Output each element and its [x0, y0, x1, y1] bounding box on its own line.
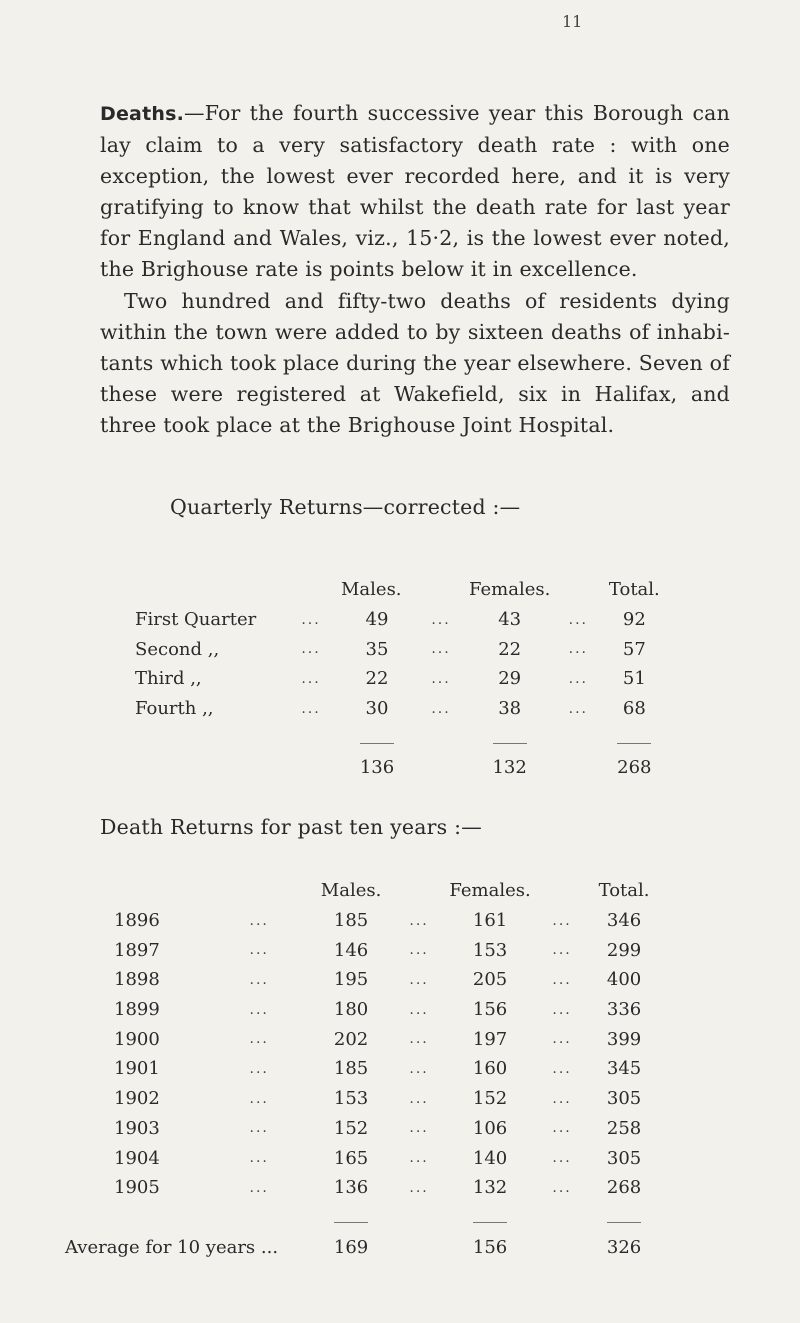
total-value: 268	[606, 1177, 642, 1199]
leader-dots: ...	[249, 971, 269, 988]
total-value: 57	[622, 638, 646, 660]
quarterly-col-females: Females.	[469, 579, 551, 601]
table-row	[135, 634, 662, 664]
total-value: 258	[606, 1117, 642, 1139]
average-females: 156	[472, 1236, 508, 1258]
table-row	[100, 995, 655, 1025]
females-value: 161	[472, 910, 508, 932]
leader-dots: ...	[249, 1031, 269, 1048]
deaths-text: —For the fourth successive year this Borough can lay claim to a very satisfactory death rate : with one exception, the lowest ever recorded here, and it is very gratifying to know that whilst the death rate for last year for England and Wales, viz., 15·2, is the lowest ever noted, the Brighouse rate is points below it in excellence.	[100, 101, 730, 281]
leader-dots: ...	[568, 670, 588, 687]
ten-year-col-females: Females.	[449, 880, 531, 902]
quarter-label: Third ,,	[135, 668, 202, 690]
leader-dots: ...	[409, 971, 429, 988]
table-row	[135, 664, 662, 694]
total-value: 400	[606, 969, 642, 991]
sum-rule-row	[100, 1203, 655, 1233]
males-value: 35	[365, 638, 389, 660]
males-value: 185	[333, 910, 369, 932]
total-value: 305	[606, 1147, 642, 1169]
females-value: 197	[472, 1028, 508, 1050]
table-row	[100, 1143, 655, 1173]
table-row	[100, 965, 655, 995]
leader-dots: ...	[431, 611, 451, 628]
total-value: 305	[606, 1088, 642, 1110]
year-label: 1897	[114, 939, 160, 961]
leader-dots: ...	[552, 1150, 572, 1167]
females-value: 43	[498, 609, 522, 631]
leader-dots: ...	[552, 1120, 572, 1137]
males-value: 202	[333, 1028, 369, 1050]
females-value: 22	[498, 638, 522, 660]
ten-year-table	[65, 876, 655, 1262]
quarter-label: Fourth ,,	[135, 698, 214, 720]
females-value: 106	[472, 1117, 508, 1139]
sum-rule-row	[135, 723, 662, 753]
females-value: 38	[498, 698, 522, 720]
females-value: 29	[498, 668, 522, 690]
leader-dots: ...	[409, 1001, 429, 1018]
ten-year-col-total: Total.	[598, 880, 650, 902]
leader-dots: ...	[568, 700, 588, 717]
leader-dots: ...	[552, 942, 572, 959]
females-value: 132	[472, 1177, 508, 1199]
totals-row	[135, 753, 662, 783]
females-value: 205	[472, 969, 508, 991]
table-row	[100, 1024, 655, 1054]
year-label: 1903	[114, 1117, 160, 1139]
sum-rule	[334, 1222, 368, 1223]
males-value: 146	[333, 939, 369, 961]
leader-dots: ...	[301, 641, 321, 658]
average-label: Average for 10 years ...	[65, 1236, 279, 1258]
average-row	[100, 1232, 655, 1262]
deaths-lead: Deaths.	[100, 103, 185, 125]
table-row	[135, 605, 662, 635]
leader-dots: ...	[409, 1060, 429, 1077]
ten-year-col-males: Males.	[320, 880, 382, 902]
total-value: 92	[622, 609, 646, 631]
males-value: 22	[365, 668, 389, 690]
quarterly-table	[135, 575, 662, 783]
total-value: 51	[622, 668, 646, 690]
average-males: 169	[333, 1236, 369, 1258]
sum-rule	[473, 1222, 507, 1223]
table-row	[100, 1114, 655, 1144]
average-total: 326	[606, 1236, 642, 1258]
year-label: 1905	[114, 1177, 160, 1199]
leader-dots: ...	[568, 611, 588, 628]
males-value: 180	[333, 999, 369, 1021]
males-value: 136	[333, 1177, 369, 1199]
males-value: 195	[333, 969, 369, 991]
leader-dots: ...	[431, 641, 451, 658]
leader-dots: ...	[301, 611, 321, 628]
quarterly-heading: Quarterly Returns—corrected :—	[170, 495, 521, 519]
leader-dots: ...	[249, 1120, 269, 1137]
females-value: 160	[472, 1058, 508, 1080]
year-label: 1899	[114, 999, 160, 1021]
leader-dots: ...	[409, 942, 429, 959]
leader-dots: ...	[409, 1090, 429, 1107]
leader-dots: ...	[249, 1090, 269, 1107]
table-row	[100, 906, 655, 936]
table-row	[100, 1054, 655, 1084]
males-value: 165	[333, 1147, 369, 1169]
sum-rule	[493, 743, 527, 744]
total-value: 346	[606, 910, 642, 932]
leader-dots: ...	[552, 1001, 572, 1018]
year-label: 1904	[114, 1147, 160, 1169]
total-value: 68	[622, 698, 646, 720]
residents-paragraph	[100, 286, 730, 441]
total-value: 336	[606, 999, 642, 1021]
females-value: 140	[472, 1147, 508, 1169]
males-value: 30	[365, 698, 389, 720]
leader-dots: ...	[409, 1120, 429, 1137]
leader-dots: ...	[409, 912, 429, 929]
leader-dots: ...	[568, 641, 588, 658]
leader-dots: ...	[409, 1179, 429, 1196]
sum-rule	[360, 743, 394, 744]
residents-text: Two hundred and fifty-two deaths of residents dying within the town were added to by sixteen deaths of inhabi- tants which took place during the year elsewhere. Seven of these were registered at Wakefield, six in Halifax, and three took place at the Brighouse Joint Hospital.	[100, 289, 730, 437]
quarter-label: First Quarter	[135, 609, 257, 631]
males-value: 153	[333, 1088, 369, 1110]
deaths-paragraph	[100, 98, 730, 285]
males-total: 136	[359, 757, 395, 779]
males-value: 185	[333, 1058, 369, 1080]
females-value: 156	[472, 999, 508, 1021]
leader-dots: ...	[249, 1150, 269, 1167]
leader-dots: ...	[552, 1060, 572, 1077]
leader-dots: ...	[552, 1031, 572, 1048]
leader-dots: ...	[552, 1179, 572, 1196]
leader-dots: ...	[552, 912, 572, 929]
quarterly-col-males: Males.	[341, 579, 402, 601]
page-number: 11	[562, 12, 583, 31]
table-row	[100, 1173, 655, 1203]
leader-dots: ...	[431, 700, 451, 717]
females-value: 152	[472, 1088, 508, 1110]
total-value: 299	[606, 939, 642, 961]
quarter-label: Second ,,	[135, 638, 220, 660]
males-value: 49	[365, 609, 389, 631]
leader-dots: ...	[301, 670, 321, 687]
year-label: 1900	[114, 1028, 160, 1050]
year-label: 1898	[114, 969, 160, 991]
table-row	[135, 694, 662, 724]
ten-year-header-row	[100, 876, 655, 906]
females-total: 132	[492, 757, 527, 779]
total-value: 345	[606, 1058, 642, 1080]
year-label: 1902	[114, 1088, 160, 1110]
table-row	[100, 1084, 655, 1114]
total-value: 399	[606, 1028, 642, 1050]
leader-dots: ...	[249, 1001, 269, 1018]
quarterly-header-row	[135, 575, 662, 605]
table-row	[100, 935, 655, 965]
grand-total: 268	[617, 757, 652, 779]
males-value: 152	[333, 1117, 369, 1139]
females-value: 153	[472, 939, 508, 961]
sum-rule	[617, 743, 651, 744]
year-label: 1896	[114, 910, 160, 932]
year-label: 1901	[114, 1058, 160, 1080]
leader-dots: ...	[301, 700, 321, 717]
leader-dots: ...	[409, 1031, 429, 1048]
leader-dots: ...	[249, 942, 269, 959]
sum-rule	[607, 1222, 641, 1223]
quarterly-col-total: Total.	[608, 579, 660, 601]
leader-dots: ...	[409, 1150, 429, 1167]
leader-dots: ...	[552, 971, 572, 988]
ten-year-heading: Death Returns for past ten years :—	[100, 815, 482, 839]
leader-dots: ...	[249, 1060, 269, 1077]
leader-dots: ...	[431, 670, 451, 687]
leader-dots: ...	[249, 1179, 269, 1196]
leader-dots: ...	[249, 912, 269, 929]
leader-dots: ...	[552, 1090, 572, 1107]
